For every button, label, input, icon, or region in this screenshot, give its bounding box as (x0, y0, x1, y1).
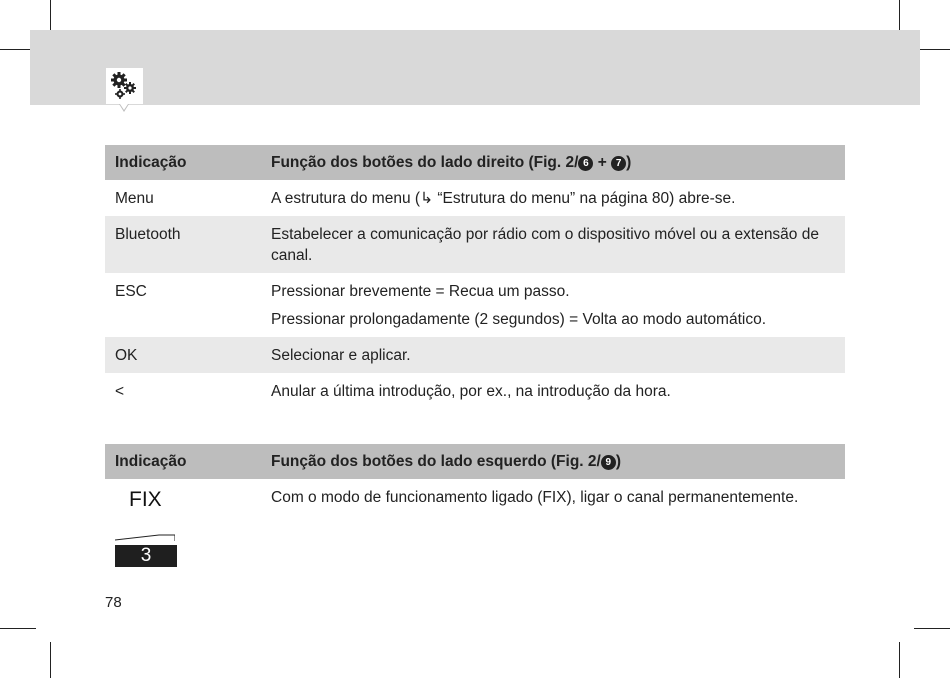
header-band (30, 30, 920, 105)
table-row (105, 337, 845, 373)
callout-badge: 6 (578, 156, 593, 171)
fix-label: FIX (129, 488, 162, 511)
switch-line-icon (115, 531, 175, 545)
table-row (105, 180, 845, 216)
cell-indicacao: < (115, 383, 125, 400)
cell-funcao: Estabelecer a comunicação por rádio com o dispositivo móvel ou a extensão de canal. (261, 216, 845, 273)
crop-mark (914, 628, 950, 629)
crop-mark (0, 628, 36, 629)
table-row (105, 479, 845, 566)
column-header-indicacao: Indicação (105, 444, 261, 479)
badge-pointer-inner (120, 104, 128, 110)
column-header-indicacao: Indicação (105, 145, 261, 180)
cell-funcao: Com o modo de funcionamento ligado (FIX), ligar o canal permanentemente. (271, 489, 799, 506)
table-row (105, 373, 845, 409)
cell-indicacao: OK (105, 337, 261, 373)
cell-indicacao (105, 479, 261, 566)
cell-indicacao: ESC (115, 283, 147, 300)
callout-badge: 9 (601, 455, 616, 470)
column-header-funcao: Função dos botões do lado esquerdo (Fig. 2/ 9 ) (261, 444, 845, 479)
crop-mark (50, 642, 51, 678)
cell-funcao: Selecionar e aplicar. (261, 337, 845, 373)
table-header-row (105, 444, 845, 479)
page-number: 78 (105, 594, 122, 611)
cell-funcao: Anular a última introdução, por ex., na introdução da hora. (271, 383, 671, 400)
arrow-reference-icon: ↳ (420, 190, 434, 207)
fix-number-box: 3 (115, 545, 177, 567)
fix-switch-graphic (115, 488, 179, 566)
cell-indicacao: Menu (115, 190, 154, 207)
callout-badge: 7 (611, 156, 626, 171)
cell-funcao: Pressionar brevemente = Recua um passo. Pressionar prolongadamente (2 segundos) = Volta ao modo automático. (271, 283, 767, 328)
crop-mark (899, 642, 900, 678)
buttons-right-table (105, 145, 845, 409)
cell-indicacao: Bluetooth (105, 216, 261, 273)
buttons-left-table (105, 444, 845, 566)
table-header-row (105, 145, 845, 180)
table-row (105, 273, 845, 337)
column-header-funcao: Função dos botões do lado direito (Fig. 2/ 6 + 7 ) (261, 145, 845, 180)
table-row (105, 216, 845, 273)
cell-funcao: A estrutura do menu (↳ “Estrutura do menu” na página 80) abre-se. (271, 190, 736, 207)
gears-icon (106, 68, 143, 104)
